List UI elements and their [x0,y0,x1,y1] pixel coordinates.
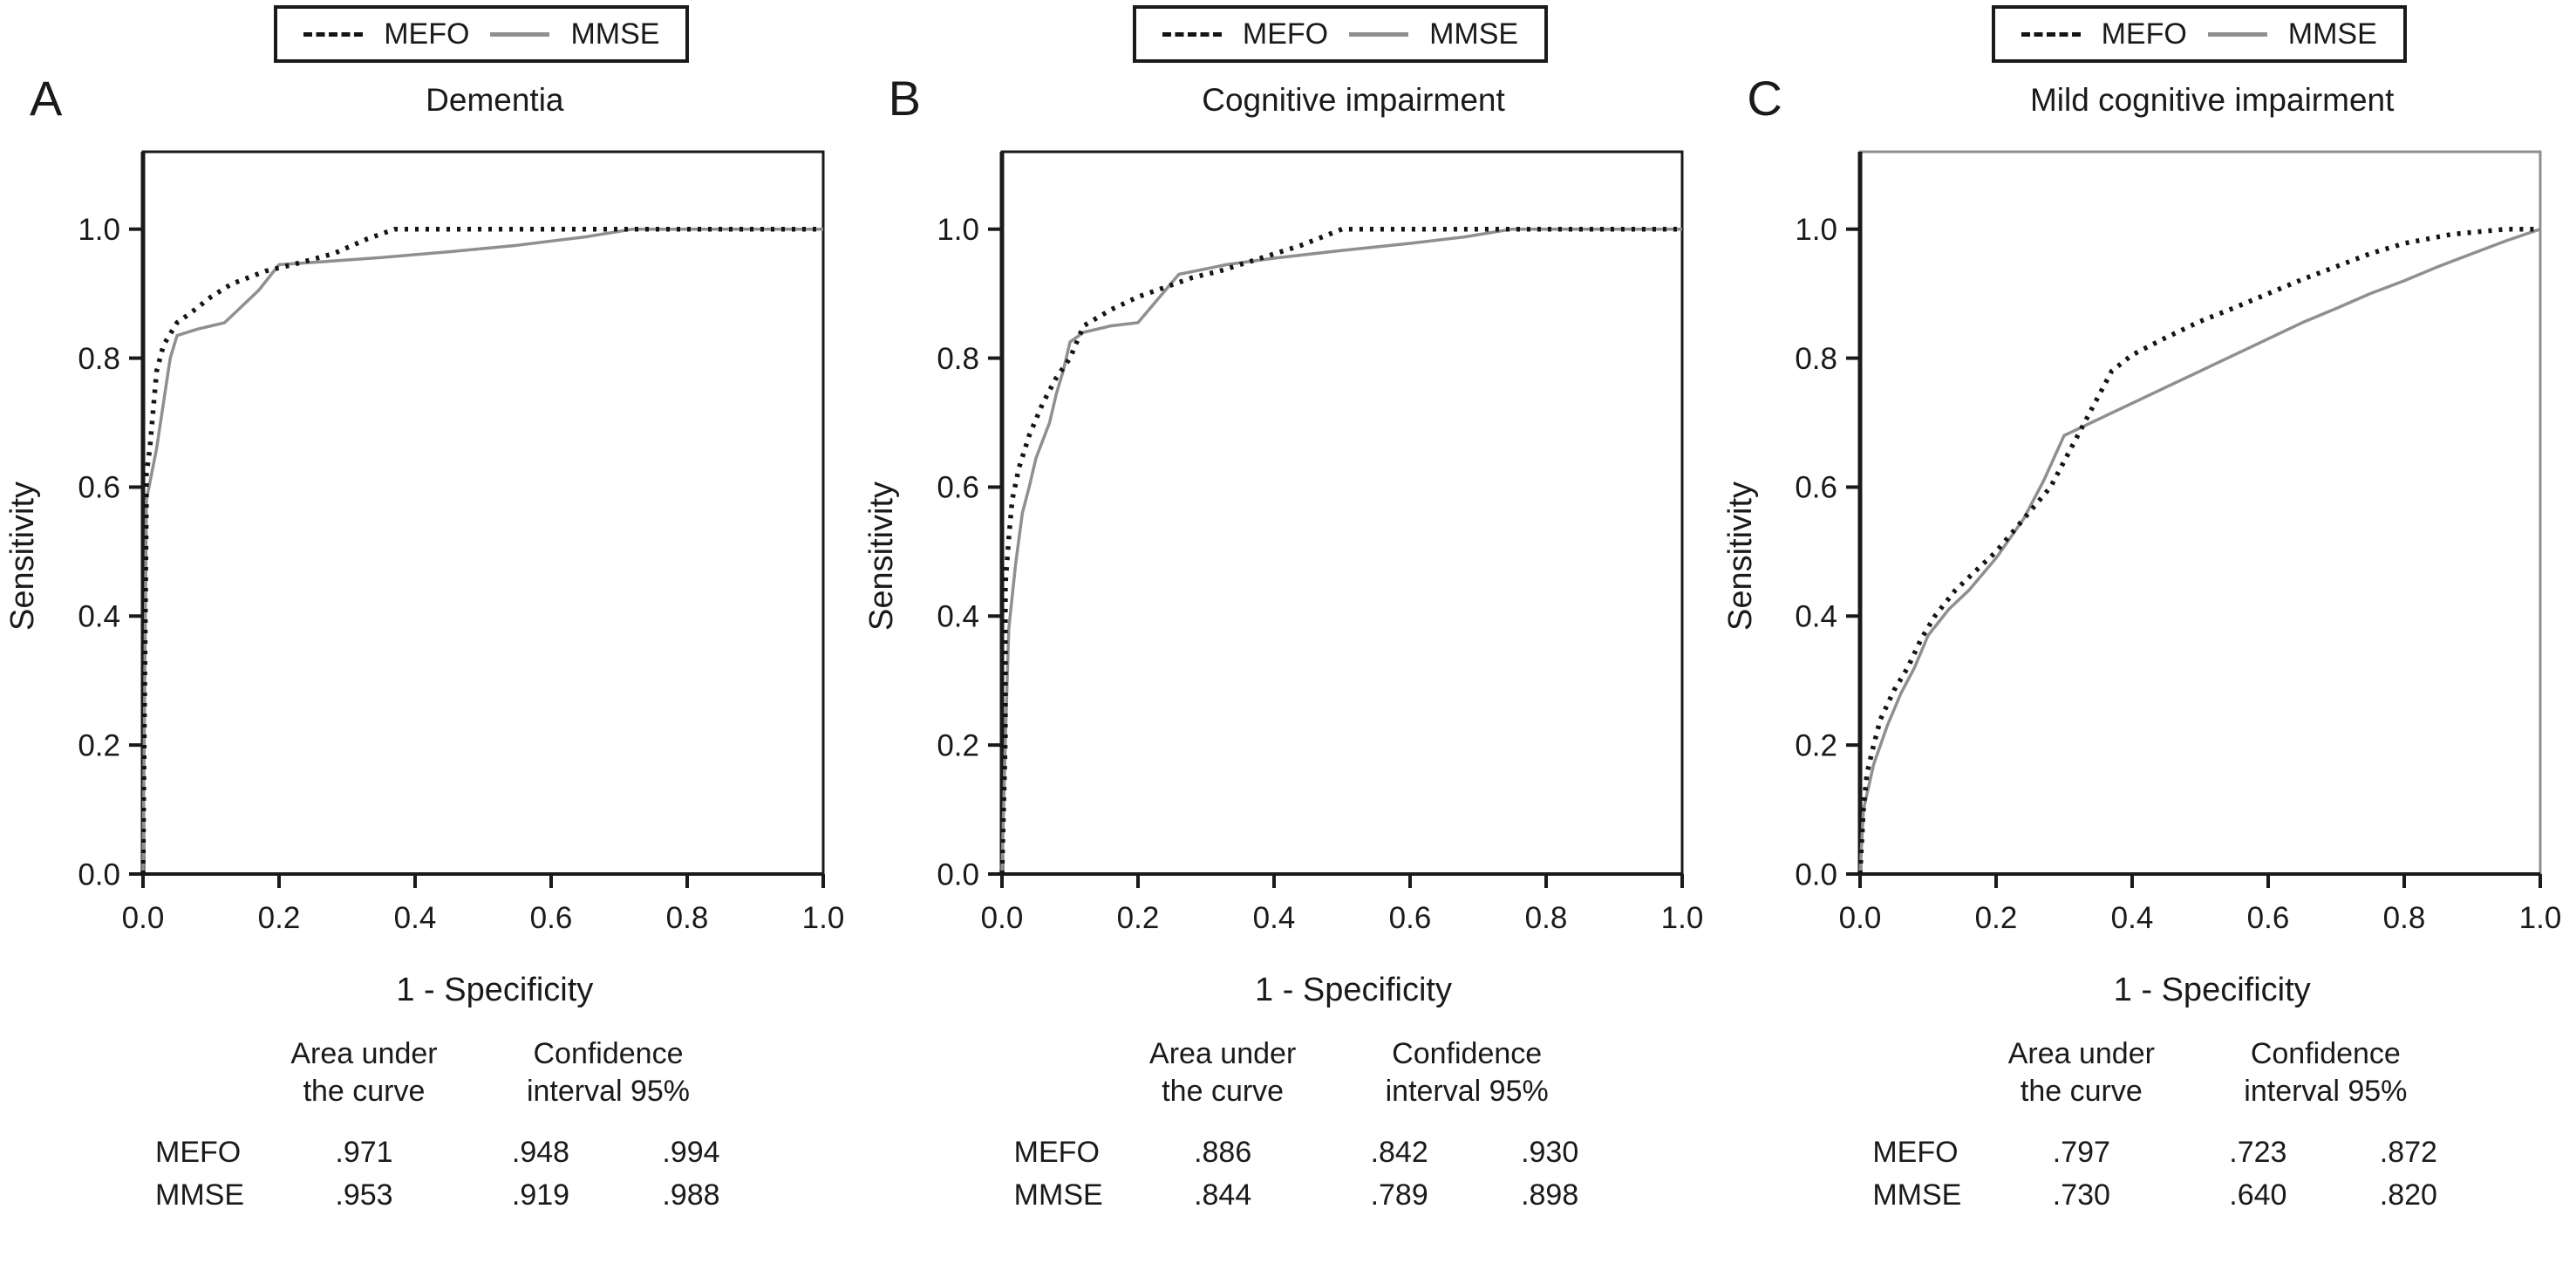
svg-text:0.0: 0.0 [1795,857,1838,892]
svg-text:1.0: 1.0 [2519,901,2562,935]
auc-column-header: Area under the curve [2007,1037,2155,1108]
plot-area [859,141,1718,970]
panel-letter: A [30,71,63,126]
legend [1133,5,1548,63]
svg-text:0.2: 0.2 [937,728,979,763]
ci-column-header: Confidence interval 95% [526,1037,691,1108]
auc-column-header: Area under the curve [1149,1037,1297,1108]
table-row: MEFO .797 .723 .872 [1872,1136,2437,1169]
svg-text:0.2: 0.2 [78,728,120,763]
auc-column-header: Area under the curve [290,1037,438,1108]
auc-table-header [1848,1035,2576,1110]
auc-table-header [131,1035,859,1110]
y-axis-label: Sensitivity [4,481,42,631]
y-axis-label: Sensitivity [1721,481,1759,631]
svg-text:0.2: 0.2 [257,901,301,935]
svg-text:0.8: 0.8 [1795,341,1838,376]
svg-text:0.0: 0.0 [1839,901,1882,935]
svg-text:0.4: 0.4 [393,901,437,935]
mmse-solid-line-sample [2208,32,2267,37]
legend-label-mmse: MMSE [1429,17,1519,51]
legend-label-mefo: MEFO [1242,17,1329,51]
mefo-dashed-line-sample [303,32,363,37]
svg-text:0.0: 0.0 [980,901,1023,935]
legend-label-mefo: MEFO [2101,17,2187,51]
panel-mild-cognitive-impairment [1717,0,2576,1284]
table-row: MEFO .971 .948 .994 [155,1136,720,1169]
title-row [0,71,859,138]
title-row [1717,71,2576,138]
svg-text:0.4: 0.4 [1795,599,1838,634]
x-axis-label: 1 - Specificity [2113,972,2311,1008]
svg-text:0.4: 0.4 [2111,901,2154,935]
legend-row [859,5,1718,82]
svg-text:0.8: 0.8 [665,901,709,935]
svg-text:1.0: 1.0 [1660,901,1703,935]
mmse-solid-line-sample [490,32,549,37]
auc-table [1848,1035,2576,1212]
panel-dementia [0,0,859,1284]
legend-row [1717,5,2576,82]
svg-text:0.8: 0.8 [78,341,120,376]
mmse-solid-line-sample [1349,32,1408,37]
table-row: MMSE .730 .640 .820 [1872,1178,2437,1212]
auc-table-header [990,1035,1718,1110]
svg-text:0.2: 0.2 [1975,901,2018,935]
svg-text:0.6: 0.6 [1388,901,1431,935]
panel-title: Dementia [426,82,564,118]
panel-cognitive-impairment [859,0,1718,1284]
svg-text:0.6: 0.6 [2247,901,2290,935]
panel-title: Mild cognitive impairment [2029,82,2395,118]
svg-text:0.0: 0.0 [78,857,120,892]
legend [1992,5,2407,63]
roc-plot [906,141,1703,970]
panel-letter: C [1747,71,1782,126]
table-row: MMSE .844 .789 .898 [1013,1178,1579,1212]
svg-text:1.0: 1.0 [801,901,845,935]
y-axis-label: Sensitivity [863,481,901,631]
panel-letter: B [888,71,922,126]
x-axis-label: 1 - Specificity [1255,972,1452,1008]
auc-table [990,1035,1718,1212]
svg-text:0.8: 0.8 [937,341,979,376]
svg-text:0.6: 0.6 [529,901,573,935]
plot-area [0,141,859,970]
roc-plot [47,141,845,970]
svg-text:1.0: 1.0 [78,212,120,247]
svg-text:0.6: 0.6 [1795,470,1838,505]
mefo-dashed-line-sample [2021,32,2081,37]
auc-table [131,1035,859,1212]
roc-plot [1764,141,2562,970]
svg-text:0.8: 0.8 [2383,901,2426,935]
svg-text:1.0: 1.0 [1795,212,1838,247]
svg-text:0.6: 0.6 [937,470,979,505]
panel-title: Cognitive impairment [1202,82,1505,118]
table-row: MMSE .953 .919 .988 [155,1178,720,1212]
svg-text:0.0: 0.0 [121,901,165,935]
plot-area [1717,141,2576,970]
svg-text:0.0: 0.0 [937,857,979,892]
legend-label-mmse: MMSE [570,17,660,51]
ci-column-header: Confidence interval 95% [1385,1037,1549,1108]
legend [274,5,689,63]
svg-text:0.8: 0.8 [1524,901,1567,935]
svg-text:0.2: 0.2 [1795,728,1838,763]
svg-text:0.4: 0.4 [78,599,120,634]
title-row [859,71,1718,138]
svg-text:1.0: 1.0 [937,212,979,247]
table-row: MEFO .886 .842 .930 [1013,1136,1579,1169]
legend-row [0,5,859,82]
svg-text:0.6: 0.6 [78,470,120,505]
legend-label-mmse: MMSE [2287,17,2377,51]
svg-text:0.4: 0.4 [937,599,979,634]
svg-text:0.4: 0.4 [1252,901,1295,935]
legend-label-mefo: MEFO [384,17,470,51]
x-axis-label: 1 - Specificity [396,972,594,1008]
svg-text:0.2: 0.2 [1116,901,1159,935]
ci-column-header: Confidence interval 95% [2244,1037,2408,1108]
mefo-dashed-line-sample [1162,32,1222,37]
